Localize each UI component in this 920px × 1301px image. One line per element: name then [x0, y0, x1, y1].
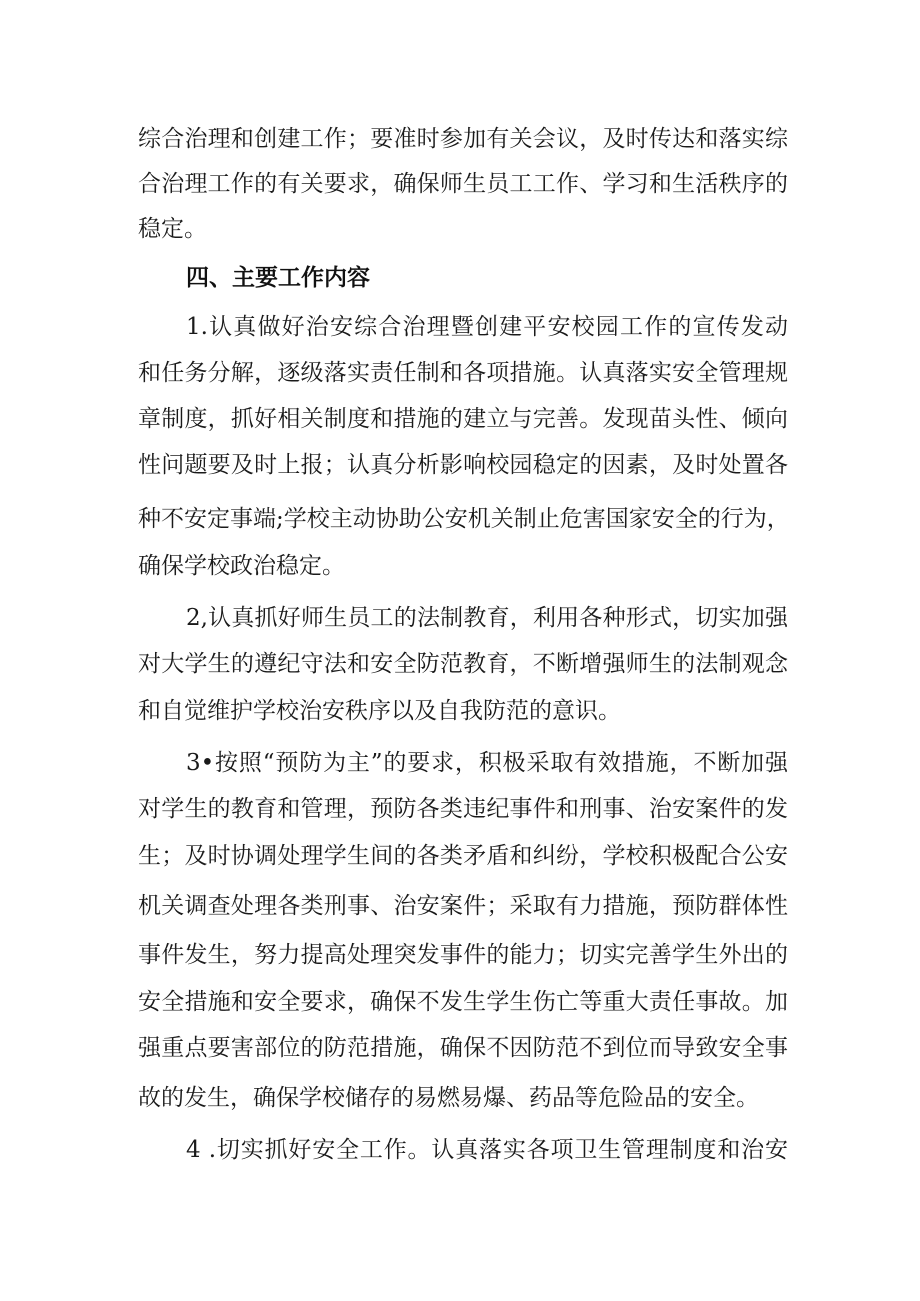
item3-line-1: 3•按照“预防为主”的要求，积极采取有效措施，不断加强 [186, 750, 788, 776]
item3-line-4: 机关调查处理各类刑事、治安案件；采取有力措施，预防群体性 [138, 893, 788, 919]
item3-line-5: 事件发生，努力提高处理突发事件的能力；切实完善学生外出的 [138, 942, 788, 968]
intro-line-3: 稳定。 [138, 216, 207, 242]
item2-line-1: 2,认真抓好师生员工的法制教育，利用各种形式，切实加强 [186, 605, 788, 631]
item3-line-6: 安全措施和安全要求，确保不发生学生伤亡等重大责任事故。加 [138, 989, 788, 1015]
item1-line-1: 1.认真做好治安综合治理暨创建平安校园工作的宣传发动 [186, 314, 788, 340]
item2-line-3: 和自觉维护学校治安秩序以及自我防范的意识。 [138, 698, 621, 724]
item1-line-6: 确保学校政治稳定。 [138, 553, 345, 579]
item1-line-5: 种不安定事端;学校主动协助公安机关制止危害国家安全的行为， [138, 506, 790, 532]
item2-line-2: 对大学生的遵纪守法和安全防范教育，不断增强师生的法制观念 [138, 651, 788, 677]
section-heading: 四、主要工作内容 [186, 265, 370, 291]
item3-line-8: 故的发生，确保学校储存的易燃易爆、药品等危险品的安全。 [138, 1085, 759, 1111]
item1-line-4: 性问题要及时上报；认真分析影响校园稳定的因素，及时处置各 [138, 452, 788, 478]
item3-line-2: 对学生的教育和管理，预防各类违纪事件和刑事、治安案件的发 [138, 796, 788, 822]
item3-line-7: 强重点要害部位的防范措施，确保不因防范不到位而导致安全事 [138, 1035, 788, 1061]
intro-line-2: 合治理工作的有关要求，确保师生员工工作、学习和生活秩序的 [138, 171, 788, 197]
item4-line-1: 4 .切实抓好安全工作。认真落实各项卫生管理制度和治安 [186, 1137, 788, 1163]
item3-line-3: 生；及时协调处理学生间的各类矛盾和纠纷，学校积极配合公安 [138, 843, 788, 869]
item1-line-2: 和任务分解，逐级落实责任制和各项措施。认真落实安全管理规 [138, 360, 788, 386]
intro-line-1: 综合治理和创建工作；要准时参加有关会议，及时传达和落实综 [138, 126, 788, 152]
item1-line-3: 章制度，抓好相关制度和措施的建立与完善。发现苗头性、倾向 [138, 406, 788, 432]
